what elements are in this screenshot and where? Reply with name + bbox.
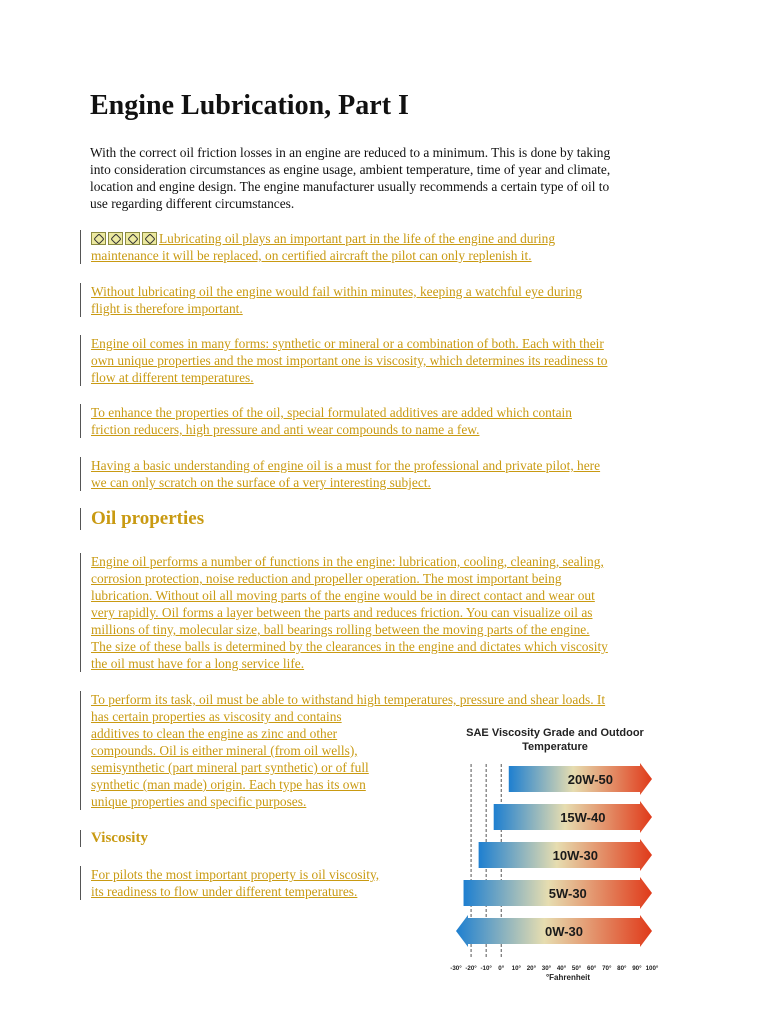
paragraph-line[interactable]: the oil must have for a long service life. xyxy=(91,656,305,671)
paragraph-line[interactable]: friction reducers, high pressure and anti wear compounds to name a few. xyxy=(91,422,480,437)
heading-text[interactable]: Viscosity xyxy=(91,830,148,846)
paragraph-line[interactable]: lubrication. Without oil all moving parts of the engine would be in direct contact and wear out xyxy=(91,588,595,603)
chart-x-tick-label: 80° xyxy=(617,965,627,972)
paragraph-line[interactable]: we can only scratch on the surface of a very interesting subject. xyxy=(91,475,431,490)
diamond-tool-icon xyxy=(125,232,140,245)
paragraph-line[interactable]: very rapidly. Oil forms a layer between the parts and reduces friction. You can visualize oil as xyxy=(91,605,593,620)
paragraph-line[interactable]: flow at different temperatures. xyxy=(91,370,254,385)
intro-line: use regarding different circumstances. xyxy=(90,196,295,211)
section-heading-viscosity[interactable] xyxy=(80,830,148,847)
chart-x-tick-label: 10° xyxy=(511,965,521,972)
paragraph-line[interactable]: flight is therefore important. xyxy=(91,301,243,316)
intro-line: into consideration circumstances as engine usage, ambient temperature, time of year and climate, xyxy=(90,162,611,177)
diamond-tool-icon xyxy=(142,232,157,245)
chart-x-tick-label: 30° xyxy=(541,965,552,972)
paragraph-line[interactable]: corrosion protection, noise reduction and propeller operation. The most important being xyxy=(91,571,562,586)
chart-x-tick-label: 70° xyxy=(602,965,612,972)
lubricating-oil-paragraph[interactable] xyxy=(80,230,555,264)
chart-x-axis-label: °Fahrenheit xyxy=(545,973,591,982)
paragraph-line[interactable]: To enhance the properties of the oil, special formulated additives are added which contain xyxy=(91,405,572,420)
chart-bar-label: 0W-30 xyxy=(544,924,584,939)
intro-paragraph xyxy=(90,144,690,212)
icon-row xyxy=(91,232,157,245)
chart-bar-label: 20W-50 xyxy=(567,772,614,787)
chart-bar-label: 5W-30 xyxy=(548,886,587,901)
diamond-tool-icon xyxy=(91,232,106,245)
chart-x-tick-label: 0° xyxy=(498,965,505,972)
chart-x-tick-label: 20° xyxy=(526,965,537,972)
chart-x-tick-label: -10° xyxy=(480,965,492,972)
chart-bar-label: 10W-30 xyxy=(552,848,598,863)
chart-bars xyxy=(456,763,652,958)
paragraph-line[interactable]: Lubricating oil plays an important part in the life of the engine and during xyxy=(159,231,556,246)
intro-line: With the correct oil friction losses in an engine are reduced to a minimum. This is done by taking xyxy=(90,145,611,160)
chart-x-tick-label: -20° xyxy=(465,965,477,972)
chart-x-tick-label: 40° xyxy=(556,965,567,972)
paragraph-line[interactable]: Without lubricating oil the engine would fail within minutes, keeping a watchful eye during xyxy=(91,284,583,299)
oil-functions-paragraph[interactable] xyxy=(80,553,608,672)
chart-x-tick-label: 100° xyxy=(645,965,659,972)
without-oil-paragraph[interactable] xyxy=(80,283,582,317)
paragraph-line[interactable]: Engine oil performs a number of functions in the engine: lubrication, cooling, cleaning, sealing, xyxy=(91,554,604,569)
paragraph-line[interactable]: maintenance it will be replaced, on certified aircraft the pilot can only replenish it. xyxy=(91,248,532,263)
paragraph-line[interactable]: To perform its task, oil must be able to withstand high temperatures, pressure and shear loads. It xyxy=(91,692,606,707)
diamond-tool-icon xyxy=(108,232,123,245)
section-heading-oil-properties[interactable] xyxy=(80,508,204,530)
chart-ticks xyxy=(450,965,659,972)
viscosity-paragraph[interactable] xyxy=(80,866,379,900)
oil-forms-paragraph[interactable] xyxy=(80,335,607,386)
chart-x-tick-label: -30° xyxy=(450,965,462,972)
page-title: Engine Lubrication, Part I xyxy=(90,90,409,121)
paragraph-line[interactable]: millions of tiny, molecular size, ball bearings rolling between the moving parts of the engine. xyxy=(91,622,590,637)
paragraph-line[interactable]: semisynthetic (part mineral part synthetic) or of full xyxy=(91,760,369,775)
chart-x-tick-label: 50° xyxy=(571,965,582,972)
paragraph-line[interactable]: own unique properties and the most important one is viscosity, which determines its readiness to xyxy=(91,353,608,368)
chart-title-line-2: Temperature xyxy=(522,741,588,753)
sae-viscosity-chart xyxy=(440,722,670,992)
chart-bar-label: 15W-40 xyxy=(560,810,606,825)
paragraph-line[interactable]: has certain properties as viscosity and contains xyxy=(91,709,342,724)
paragraph-line[interactable]: additives to clean the engine as zinc and other xyxy=(91,726,338,741)
paragraph-line[interactable]: Engine oil comes in many forms: synthetic or mineral or a combination of both. Each with their xyxy=(91,336,604,351)
paragraph-line[interactable]: The size of these balls is determined by the clearances in the engine and dictates which viscosity xyxy=(91,639,608,654)
paragraph-line[interactable]: For pilots the most important property is oil viscosity, xyxy=(91,867,380,882)
paragraph-line[interactable]: Having a basic understanding of engine oil is a must for the professional and private pilot, here xyxy=(91,458,601,473)
paragraph-line[interactable]: compounds. Oil is either mineral (from oil wells), xyxy=(91,743,358,758)
heading-text[interactable]: Oil properties xyxy=(91,508,205,529)
paragraph-line[interactable]: unique properties and specific purposes. xyxy=(91,794,307,809)
intro-line: location and engine design. The engine manufacturer usually recommends a certain type of oil to xyxy=(90,179,610,194)
paragraph-line[interactable]: its readiness to flow under different temperatures. xyxy=(91,884,358,899)
paragraph-line[interactable]: synthetic (man made) origin. Each type has its own xyxy=(91,777,366,792)
additives-paragraph[interactable] xyxy=(80,404,572,438)
chart-title-line-1: SAE Viscosity Grade and Outdoor xyxy=(466,727,644,739)
chart-x-tick-label: 60° xyxy=(587,965,597,972)
basic-understanding-paragraph[interactable] xyxy=(80,457,600,491)
chart-x-tick-label: 90° xyxy=(632,965,642,972)
